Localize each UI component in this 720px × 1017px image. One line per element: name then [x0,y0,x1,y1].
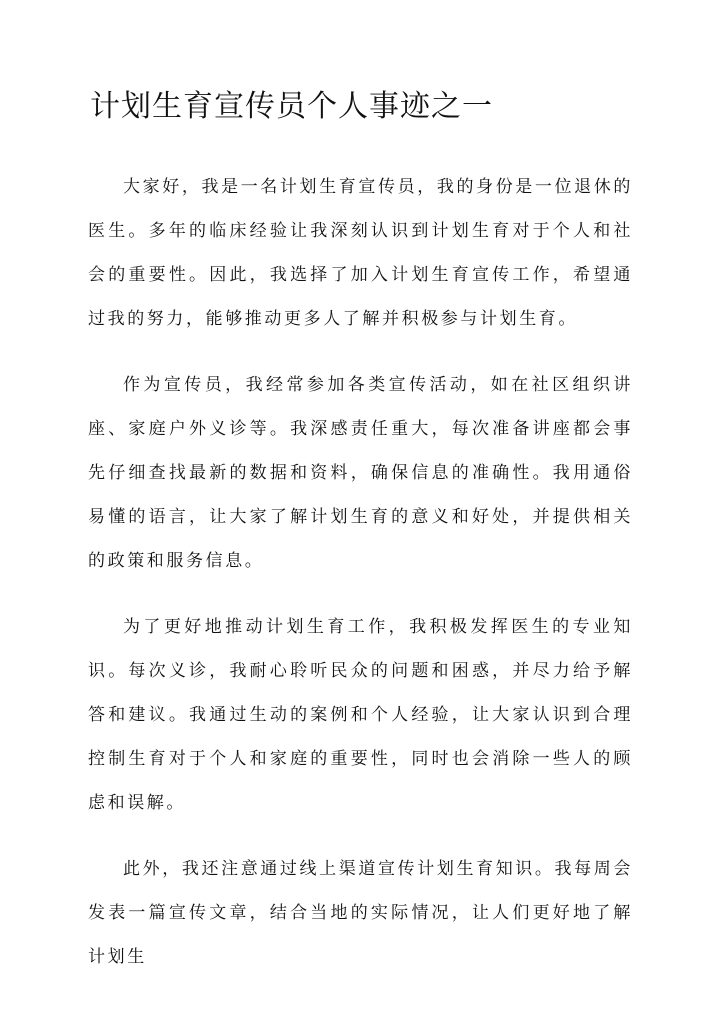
paragraph-2: 作为宣传员，我经常参加各类宣传活动，如在社区组织讲座、家庭户外义诊等。我深感责任重大，每次准备讲座都会事先仔细查找最新的数据和资料，确保信息的准确性。我用通俗易懂的语言，让大家了解计划生育的意义和好处，并提供相关的政策和服务信息。 [88,375,633,571]
document-body [88,165,633,1001]
paragraph-4: 此外，我还注意通过线上渠道宣传计划生育知识。我每周会发表一篇宣传文章，结合当地的实际情况，让人们更好地了解计划生 [88,859,633,967]
paragraph-3: 为了更好地推动计划生育工作，我积极发挥医生的专业知识。每次义诊，我耐心聆听民众的问题和困惑，并尽力给予解答和建议。我通过生动的案例和个人经验，让大家认识到合理控制生育对于个人和家庭的重要性，同时也会消除一些人的顾虑和误解。 [88,617,633,813]
document-title: 计划生育宣传员个人事迹之一 [90,89,493,124]
paragraph-1: 大家好，我是一名计划生育宣传员，我的身份是一位退休的医生。多年的临床经验让我深刻认识到计划生育对于个人和社会的重要性。因此，我选择了加入计划生育宣传工作，希望通过我的努力，能够推动更多人了解并积极参与计划生育。 [88,177,633,329]
